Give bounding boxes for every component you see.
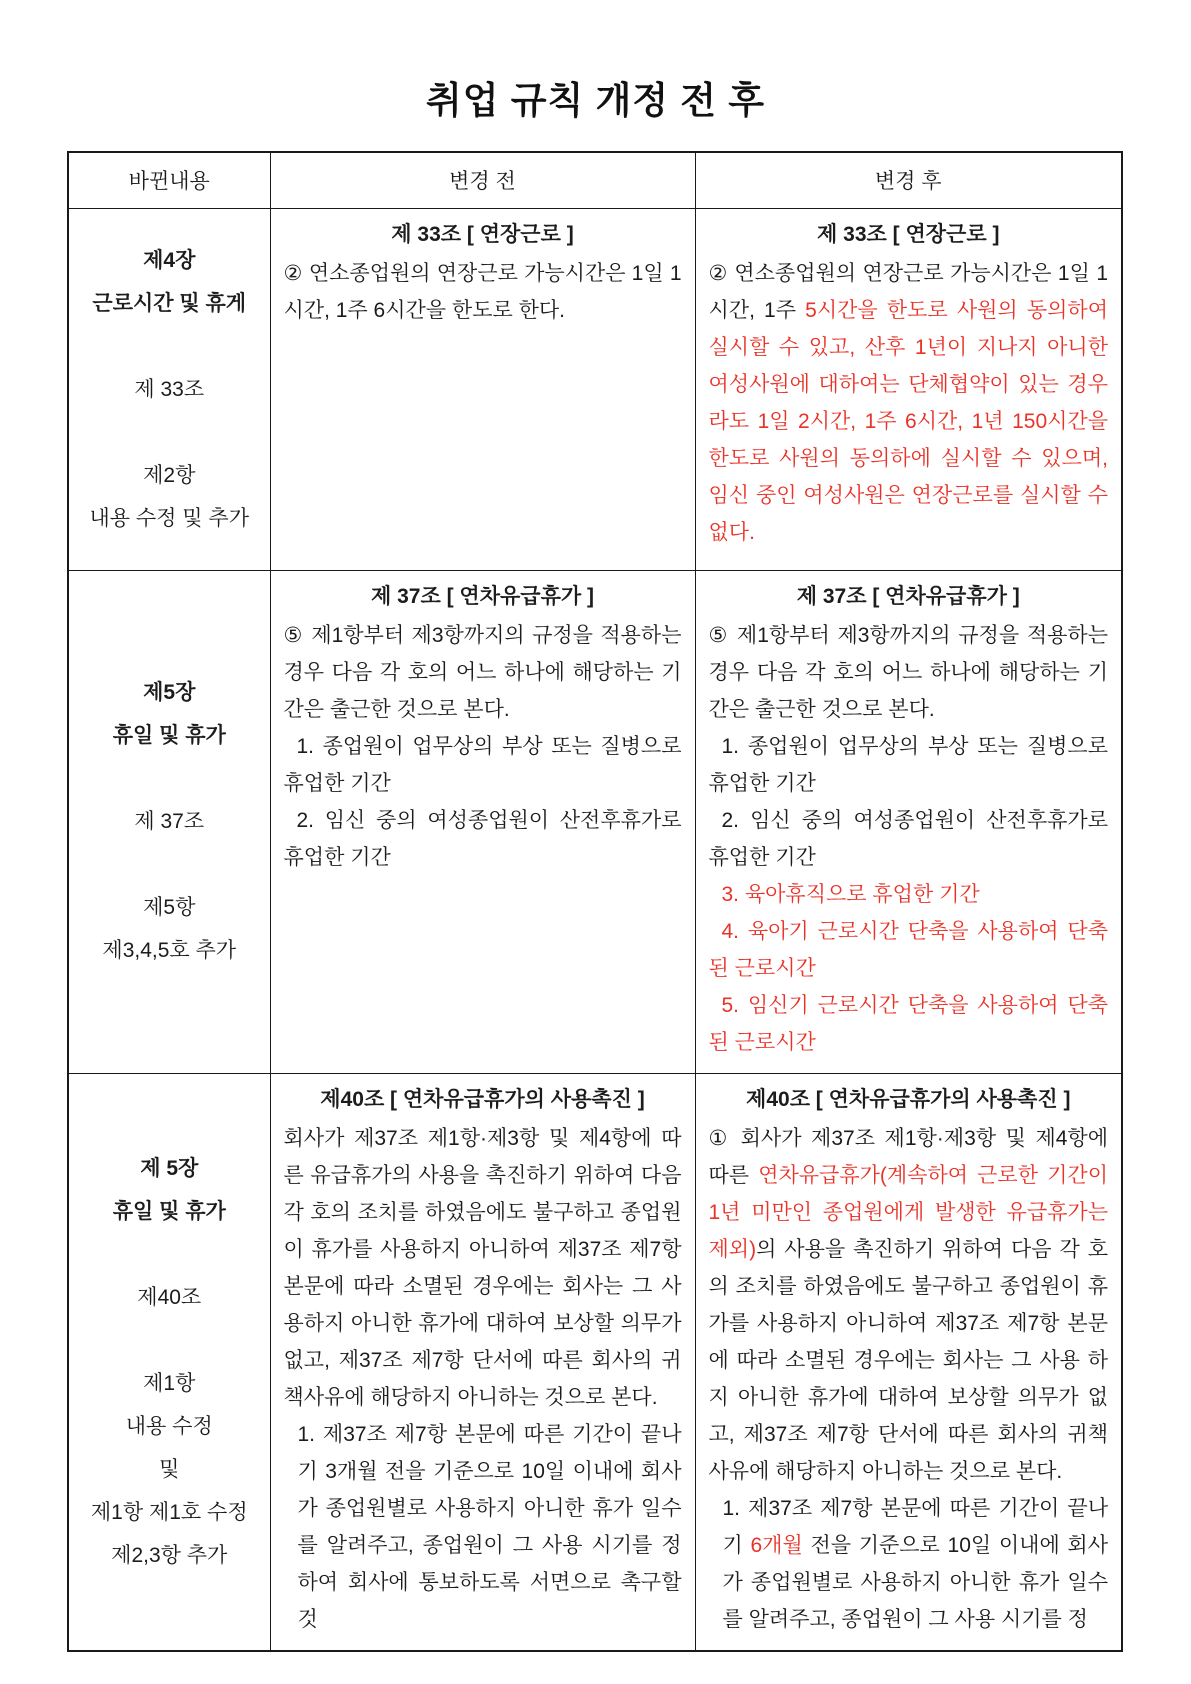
- text-segment: ② 연소종업원의 연장근로 가능시간은 1일 1시간, 1주: [708, 261, 1108, 322]
- change-detail: 제2,3항 추가: [111, 1543, 228, 1567]
- text-segment: ⑤ 제1항부터 제3항까지의 규정을 적용하는 경우 다음 각 호의 어느 하나에 해당하는 기간은 출근한 것으로 본다.: [708, 623, 1108, 721]
- article-label: 제40조: [137, 1285, 202, 1309]
- paragraph: [284, 1120, 682, 1416]
- page-title: 취업 규칙 개정 전 후: [425, 80, 766, 121]
- article-heading: 제 33조 [ 연장근로 ]: [817, 222, 1000, 246]
- spacer: [75, 411, 264, 454]
- header-cell-after: 변경 후: [695, 152, 1122, 208]
- before-cell: [270, 208, 695, 570]
- after-cell: [695, 570, 1122, 1073]
- list-item: [709, 1490, 1109, 1638]
- change-summary-cell: [68, 208, 270, 570]
- change-detail: 제1항 제1호 수정: [90, 1500, 248, 1524]
- added-text-segment: 6개월: [750, 1533, 803, 1557]
- added-text-segment: 3. 육아휴직으로 휴업한 기간: [721, 882, 980, 906]
- text-segment: ① 회사가 제37조 제1항·제3항 및 제4항에 따른: [708, 1126, 1108, 1187]
- spacer: [75, 757, 264, 800]
- list-item: [709, 876, 1109, 913]
- table-row: [68, 1073, 1122, 1651]
- article-heading: 제40조 [ 연차유급휴가의 사용촉진 ]: [320, 1087, 645, 1111]
- before-cell: [270, 1073, 695, 1651]
- chapter-label: 제 5장: [140, 1156, 199, 1180]
- chapter-label: 제4장: [143, 248, 196, 272]
- added-text-segment: 5. 임신기 근로시간 단축을 사용하여 단축된 근로시간: [708, 993, 1108, 1054]
- added-text-segment: 연차유급휴가(계속하여 근로한 기간이 1년 미만인 종업원에게 발생한 유급휴가는 제외): [708, 1163, 1108, 1261]
- text-segment: ⑤ 제1항부터 제3항까지의 규정을 적용하는 경우 다음 각 호의 어느 하나에 해당하는 기간은 출근한 것으로 본다.: [283, 623, 682, 721]
- text-segment: 의 사용을 촉진하기 위하여 다음 각 호의 조치를 하였음에도 불구하고 종업원이 휴가를 사용하지 아니하여 제37조 제7항 본문에 따라 소멸된 경우에는 회사는 그 사용 하지 아니한 휴가에 대하여 보상할 의무가 없고, 제37조 제7항 단서에 따른 회사의 귀책사유에 해당하지 아니하는 것으로 본다.: [708, 1237, 1108, 1483]
- paragraph: [284, 255, 682, 329]
- table-row: [68, 570, 1122, 1073]
- change-detail: 제3,4,5호 추가: [102, 939, 237, 962]
- change-summary-cell: [68, 570, 270, 1073]
- text-segment: 1. 종업원이 업무상의 부상 또는 질병으로 휴업한 기간: [283, 734, 682, 795]
- spacer: [75, 1233, 264, 1276]
- text-segment: 2. 임신 중의 여성종업원이 산전후휴가로 휴업한 기간: [708, 808, 1108, 869]
- text-segment: 1. 제37조 제7항 본문에 따른 기간이 끝나기: [722, 1496, 1108, 1557]
- spacer: [75, 325, 264, 368]
- list-item: [284, 802, 682, 876]
- before-cell: [270, 570, 695, 1073]
- text-segment: 회사가 제37조 제1항·제3항 및 제4항에 따른 유급휴가의 사용을 촉진하기 위하여 다음 각 호의 조치를 하였음에도 불구하고 종업원이 휴가를 사용하지 아니하여 제37조 제7항 본문에 따라 소멸된 경우에는 회사는 그 사용하지 아니한 휴가에 대하여 보상할 의무가 없고, 제37조 제7항 단서에 따른 회사의 귀책사유에 해당하지 아니하는 것으로 본다.: [283, 1126, 682, 1409]
- change-detail: 제1항: [143, 1371, 196, 1395]
- list-item: [709, 728, 1109, 802]
- paragraph: [709, 255, 1109, 551]
- article-heading: 제 37조 [ 연차유급휴가 ]: [796, 584, 1020, 608]
- spacer: [75, 843, 264, 886]
- change-detail: 및: [159, 1457, 180, 1481]
- header-cell-changed: 바뀐내용: [68, 152, 270, 208]
- text-segment: 1. 제37조 제7항 본문에 따른 기간이 끝나기 3개월 전을 기준으로 10일 이내에 회사가 종업원별로 사용하지 아니한 휴가 일수를 알려주고, 종업원이 그 사용 시기를 정하여 회사에 통보하도록 서면으로 촉구할 것: [297, 1422, 682, 1631]
- change-summary-cell: [68, 1073, 270, 1651]
- text-segment: 2. 임신 중의 여성종업원이 산전후휴가로 휴업한 기간: [283, 808, 682, 869]
- table-row: [68, 208, 1122, 570]
- list-item: [284, 728, 682, 802]
- article-label: 제 33조: [134, 377, 205, 401]
- change-detail: 제2항: [143, 463, 196, 487]
- article-heading: 제 37조 [ 연차유급휴가 ]: [371, 584, 594, 608]
- change-detail: 내용 수정: [125, 1414, 213, 1438]
- paragraph: [284, 617, 682, 728]
- list-item: [284, 1416, 682, 1638]
- spacer: [75, 1319, 264, 1362]
- chapter-label: 제5장: [143, 681, 196, 704]
- added-text-segment: 5시간을 한도로 사원의 동의하여 실시할 수 있고, 산후 1년이 지나지 아니한 여성사원에 대하여는 단체협약이 있는 경우라도 1일 2시간, 1주 6시간, 1년 150시간을 한도로 사원의 동의하에 실시할 수 있으며, 임신 중인 여성사원은 연장근로를 실시할 수 없다.: [708, 298, 1108, 544]
- text-segment: 전을 기준으로 10일 이내에 회사가 종업원별로 사용하지 아니한 휴가 일수를 알려주고, 종업원이 그 사용 시기를 정: [722, 1533, 1108, 1631]
- chapter-title: 근로시간 및 휴게: [92, 291, 247, 315]
- chapter-title: 휴일 및 휴가: [112, 724, 226, 747]
- list-item: [709, 913, 1109, 987]
- article-heading: 제40조 [ 연차유급휴가의 사용촉진 ]: [746, 1087, 1071, 1111]
- change-detail: 제5항: [143, 896, 196, 919]
- paragraph: [709, 1120, 1109, 1490]
- after-cell: [695, 208, 1122, 570]
- header-row: [68, 152, 1122, 208]
- text-segment: 1. 종업원이 업무상의 부상 또는 질병으로 휴업한 기간: [708, 734, 1108, 795]
- added-text-segment: 4. 육아기 근로시간 단축을 사용하여 단축된 근로시간: [708, 919, 1108, 980]
- article-heading: 제 33조 [ 연장근로 ]: [391, 222, 574, 246]
- article-label: 제 37조: [134, 810, 205, 833]
- list-item: [709, 987, 1109, 1061]
- header-cell-before: 변경 전: [270, 152, 695, 208]
- list-item: [709, 802, 1109, 876]
- text-segment: ② 연소종업원의 연장근로 가능시간은 1일 1시간, 1주 6시간을 한도로 한다.: [283, 261, 682, 322]
- change-detail: 내용 수정 및 추가: [89, 506, 249, 530]
- paragraph: [709, 617, 1109, 728]
- chapter-title: 휴일 및 휴가: [112, 1199, 226, 1223]
- after-cell: [695, 1073, 1122, 1651]
- rules-comparison-table: [67, 151, 1123, 1652]
